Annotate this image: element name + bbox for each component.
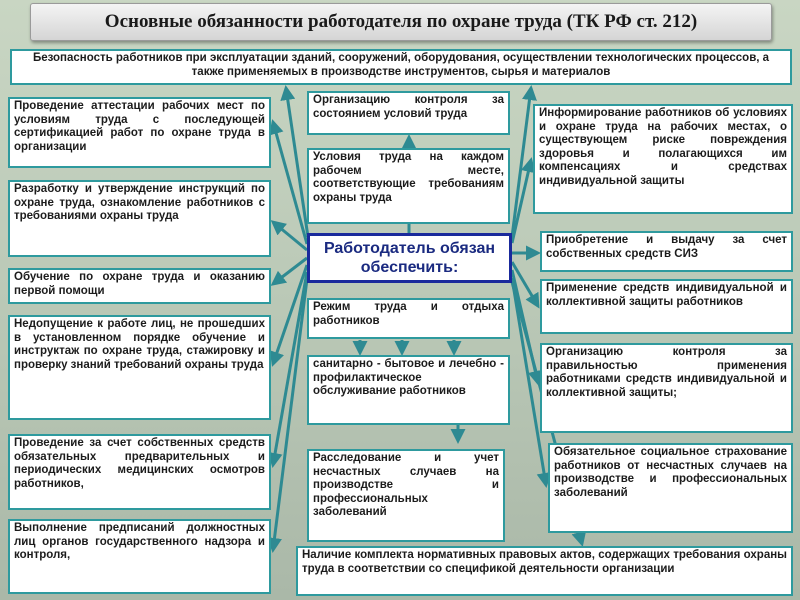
center-employer-box: Работодатель обязан обеспечить: [307, 233, 512, 283]
left-duty-4: Недопущение к работе лиц, не прошедших в установленном порядке обучение и инструктаж по охране труда, стажировку и проверку знаний требований охраны труда [8, 315, 271, 420]
left-duty-2: Разработку и утверждение инструкций по охране труда, ознакомление работников с требованиями охраны труда [8, 180, 271, 257]
middle-duty-5: Расследование и учет несчастных случаев на производстве и профессиональных заболеваний [307, 449, 505, 542]
right-duty-5: Обязательное социальное страхование работников от несчастных случаев на производстве и профессиональных заболеваний [548, 443, 793, 533]
right-duty-2: Приобретение и выдачу за счет собственных средств СИЗ [540, 231, 793, 272]
left-duty-5: Проведение за счет собственных средств обязательных предварительных и периодических медицинских осмотров работников, [8, 434, 271, 510]
middle-duty-3: Режим труда и отдыха работников [307, 298, 510, 339]
right-duty-4: Организацию контроля за правильностью применения работниками средств индивидуальной и коллективной защиты; [540, 343, 793, 433]
right-duty-1: Информирование работников об условиях и охране труда на рабочих местах, о существующем риске повреждения здоровья и полагающихся им компенсациях и средствах индивидуальной защиты [533, 104, 793, 214]
arrow-to-left-6 [273, 279, 307, 550]
top-duty-box: Безопасность работников при эксплуатации зданий, сооружений, оборудования, осуществлении технологических процессов, а также применяемых в производстве инструментов, сырья и материалов [10, 49, 792, 85]
middle-duty-2: Условия труда на каждом рабочем месте, соответствующие требованиям охраны труда [307, 148, 510, 224]
right-duty-3: Применение средств индивидуальной и коллективной защиты работников [540, 279, 793, 334]
middle-duty-1: Организацию контроля за состоянием условий труда [307, 91, 510, 135]
middle-duty-4: санитарно - бытовое и лечебно - профилактическое обслуживание работников [307, 355, 510, 425]
left-duty-1: Проведение аттестации рабочих мест по условиям труда с последующей сертификацией работ по охране труда в организации [8, 97, 271, 168]
left-duty-6: Выполнение предписаний должностных лиц органов государственного надзора и контроля, [8, 519, 271, 594]
bottom-duty-box: Наличие комплекта нормативных правовых актов, содержащих требования охраны труда в соответствии со спецификой деятельности организации [296, 546, 793, 596]
left-duty-3: Обучение по охране труда и оказанию первой помощи [8, 268, 271, 304]
arrow-to-top-left [286, 88, 308, 237]
arrow-to-top-right [512, 88, 531, 237]
page-title: Основные обязанности работодателя по охране труда (ТК РФ ст. 212) [30, 3, 772, 41]
arrow-to-left-5 [273, 272, 307, 465]
